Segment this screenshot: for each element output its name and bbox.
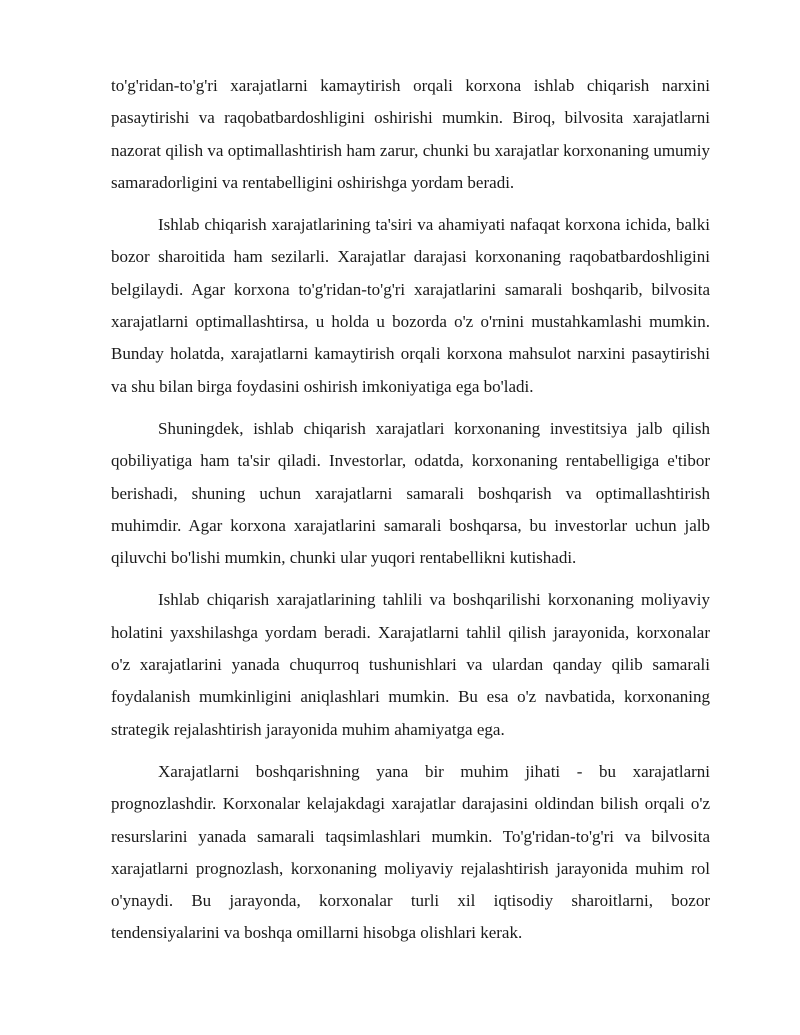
paragraph-continuation: to'g'ridan-to'g'ri xarajatlarni kamaytirish orqali korxona ishlab chiqarish narxini pasaytirishi va raqobatbardoshligini oshirishi mumkin. Biroq, bilvosita xarajatlarni nazorat qilish va optimallashtirish ham zarur, chunki bu xarajatlar korxonaning umumiy samaradorligini va rentabelligini oshirishga yordam beradi.: [111, 76, 710, 192]
document-page: [111, 70, 710, 960]
paragraph-forecasting: Xarajatlarni boshqarishning yana bir muhim jihati - bu xarajatlarni prognozlashdir. Korxonalar kelajakdagi xarajatlar darajasini oldindan bilish orqali o'z resurslarini yanada samarali taqsimlashlari mumkin. To'g'ridan-to'g'ri va bilvosita xarajatlarni prognozlash, korxonaning moliyaviy rejalashtirish jarayonida muhim rol o'ynaydi. Bu jarayonda, korxonalar turli xil iqtisodiy sharoitlarni, bozor tendensiyalarini va boshqa omillarni hisobga olishlari kerak.: [111, 761, 710, 943]
paragraph-market-impact: Ishlab chiqarish xarajatlarining ta'siri va ahamiyati nafaqat korxona ichida, balki bozor sharoitida ham sezilarli. Xarajatlar darajasi korxonaning raqobatbardoshligini belgilaydi. Agar korxona to'g'ridan-to'g'ri xarajatlarini samarali boshqarib, bilvosita xarajatlarni optimallashtirsa, u holda u bozorda o'z o'rnini mustahkamlashi mumkin. Bunday holatda, xarajatlarni kamaytirish orqali korxona mahsulot narxini pasaytirishi va shu bilan birga foydasini oshirish imkoniyatiga ega bo'ladi.: [111, 215, 710, 396]
paragraph-investment: Shuningdek, ishlab chiqarish xarajatlari korxonaning investitsiya jalb qilish qobiliyatiga ham ta'sir qiladi. Investorlar, odatda, korxonaning rentabelligiga e'tibor berishadi, shuning uchun xarajatlarni samarali boshqarish va optimallashtirish muhimdir. Agar korxona xarajatlarini samarali boshqarsa, bu investorlar uchun jalb qiluvchi bo'lishi mumkin, chunki ular yuqori rentabellikni kutishadi.: [111, 418, 710, 568]
paragraph-cost-analysis: Ishlab chiqarish xarajatlarining tahlili va boshqarilishi korxonaning moliyaviy holatini yaxshilashga yordam beradi. Xarajatlarni tahlil qilish jarayonida, korxonalar o'z xarajatlarini yanada chuqurroq tushunishlari va ulardan qanday qilib samarali foydalanish mumkinligini aniqlashlari mumkin. Bu esa o'z navbatida, korxonaning strategik rejalashtirish jarayonida muhim ahamiyatga ega.: [111, 590, 710, 739]
